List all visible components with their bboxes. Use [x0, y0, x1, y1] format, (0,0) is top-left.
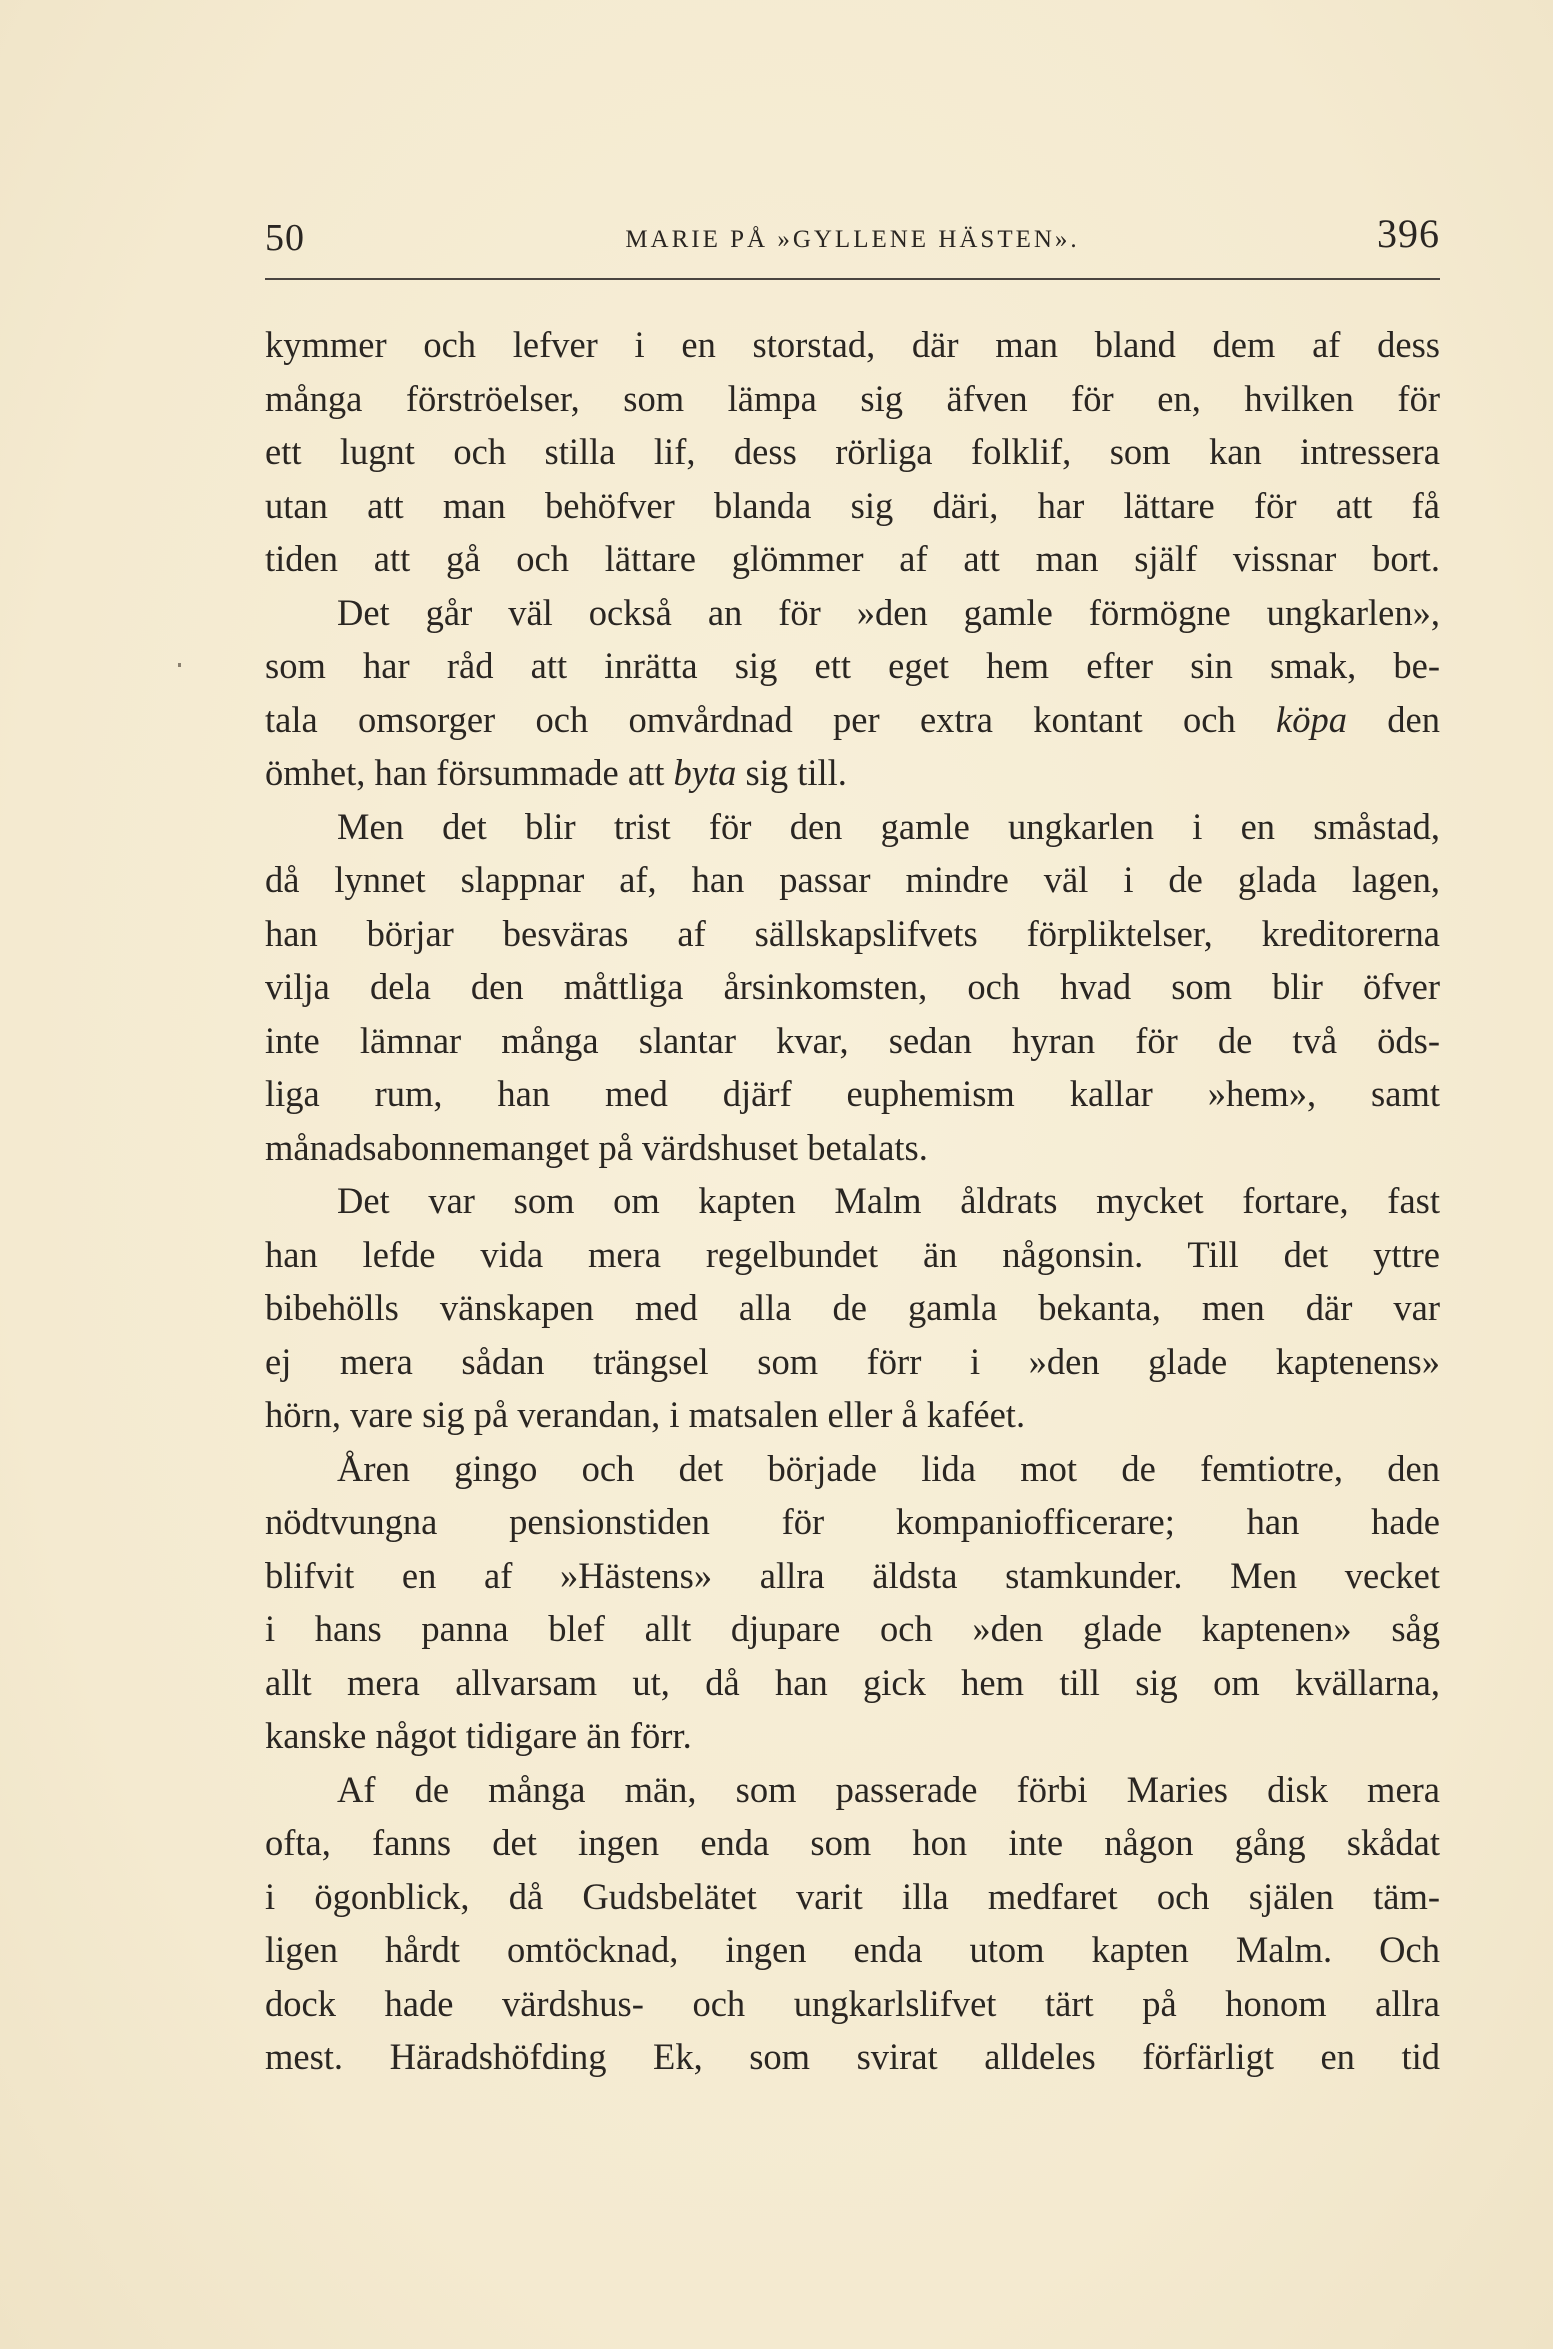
text-line: då lynnet slappnar af, han passar mindre väl i de glada lagen,	[265, 859, 1440, 900]
paragraph-start-line: Det går väl också an för »den gamle förmögne ungkarlen»,	[337, 591, 1440, 633]
text-line: ligen hårdt omtöcknad, ingen enda utom kapten Malm. Och	[265, 1929, 1440, 1970]
paragraph-end-line: kanske något tidigare än förr.	[265, 1715, 692, 1756]
text-line: nödtvungna pensionstiden för kompaniofficerare; han hade	[265, 1501, 1440, 1542]
text-line: tiden att gå och lättare glömmer af att man själf vissnar bort.	[265, 538, 1440, 579]
text-line: dock hade värdshus- och ungkarlslifvet tärt på honom allra	[265, 1982, 1440, 2024]
text-segment: sig till.	[736, 752, 847, 793]
text-line: mest. Häradshöfding Ek, som svirat alldeles förfärligt en tid	[265, 2036, 1440, 2077]
text-segment: tala omsorger och omvårdnad per extra kontant och	[265, 698, 1277, 740]
running-title: MARIE PÅ »GYLLENE HÄSTEN».	[625, 226, 1080, 253]
text-line: kymmer och lefver i en storstad, där man bland dem af dess	[265, 324, 1440, 365]
text-line: i ögonblick, då Gudsbelätet varit illa medfaret och själen täm-	[265, 1875, 1440, 1917]
text-line	[265, 693, 1440, 747]
paragraph-start-line: Det var som om kapten Malm åldrats mycket fortare, fast	[337, 1180, 1440, 1221]
text-line: liga rum, han med djärf euphemism kallar »hem», samt	[265, 1073, 1440, 1114]
paragraph-start-line: Af de många män, som passerade förbi Maries disk mera	[337, 1768, 1440, 1810]
text-segment: ömhet, han försummade att	[265, 752, 674, 793]
paragraph-start-line: Men det blir trist för den gamle ungkarlen i en småstad,	[337, 805, 1440, 847]
text-line: utan att man behöfver blanda sig däri, har lättare för att få	[265, 484, 1440, 526]
text-line: ej mera sådan trängsel som förr i »den glade kaptenens»	[265, 1340, 1440, 1382]
text-line: han börjar besväras af sällskapslifvets förpliktelser, kreditorerna	[265, 912, 1440, 954]
body-text	[265, 318, 1440, 2084]
text-line: han lefde vida mera regelbundet än någonsin. Till det yttre	[265, 1233, 1440, 1275]
paragraph-end-line: hörn, vare sig på verandan, i matsalen eller å kaféet.	[265, 1394, 1026, 1435]
text-line: bibehölls vänskapen med alla de gamla bekanta, men där var	[265, 1287, 1440, 1328]
text-line: allt mera allvarsam ut, då han gick hem till sig om kvällarna,	[265, 1661, 1440, 1703]
italic-word: köpa	[1276, 698, 1347, 740]
header-rule	[265, 278, 1440, 280]
text-line: blifvit en af »Hästens» allra äldsta stamkunder. Men vecket	[265, 1554, 1440, 1596]
signature-number: 396	[1377, 211, 1440, 256]
paragraph-end-line	[265, 746, 1440, 800]
text-line: i hans panna blef allt djupare och »den glade kaptenen» såg	[265, 1608, 1440, 1649]
paragraph-end-line: månadsabonnemanget på värdshuset betalats.	[265, 1126, 928, 1168]
text-line: ofta, fanns det ingen enda som hon inte någon gång skådat	[265, 1822, 1440, 1863]
margin-mark	[178, 663, 181, 667]
text-segment: den	[1346, 698, 1440, 740]
italic-word: byta	[673, 752, 737, 793]
text-line: inte lämnar många slantar kvar, sedan hyran för de två öds-	[265, 1019, 1440, 1061]
page-header	[265, 208, 1440, 268]
paragraph-start-line: Åren gingo och det började lida mot de femtiotre, den	[337, 1447, 1440, 1489]
text-line: många förströelser, som lämpa sig äfven för en, hvilken för	[265, 377, 1440, 419]
page-number: 50	[265, 217, 305, 259]
text-line: vilja dela den måttliga årsinkomsten, och hvad som blir öfver	[265, 966, 1440, 1007]
text-line: ett lugnt och stilla lif, dess rörliga folklif, som kan intressera	[265, 431, 1440, 472]
text-line: som har råd att inrätta sig ett eget hem efter sin smak, be-	[265, 645, 1440, 686]
